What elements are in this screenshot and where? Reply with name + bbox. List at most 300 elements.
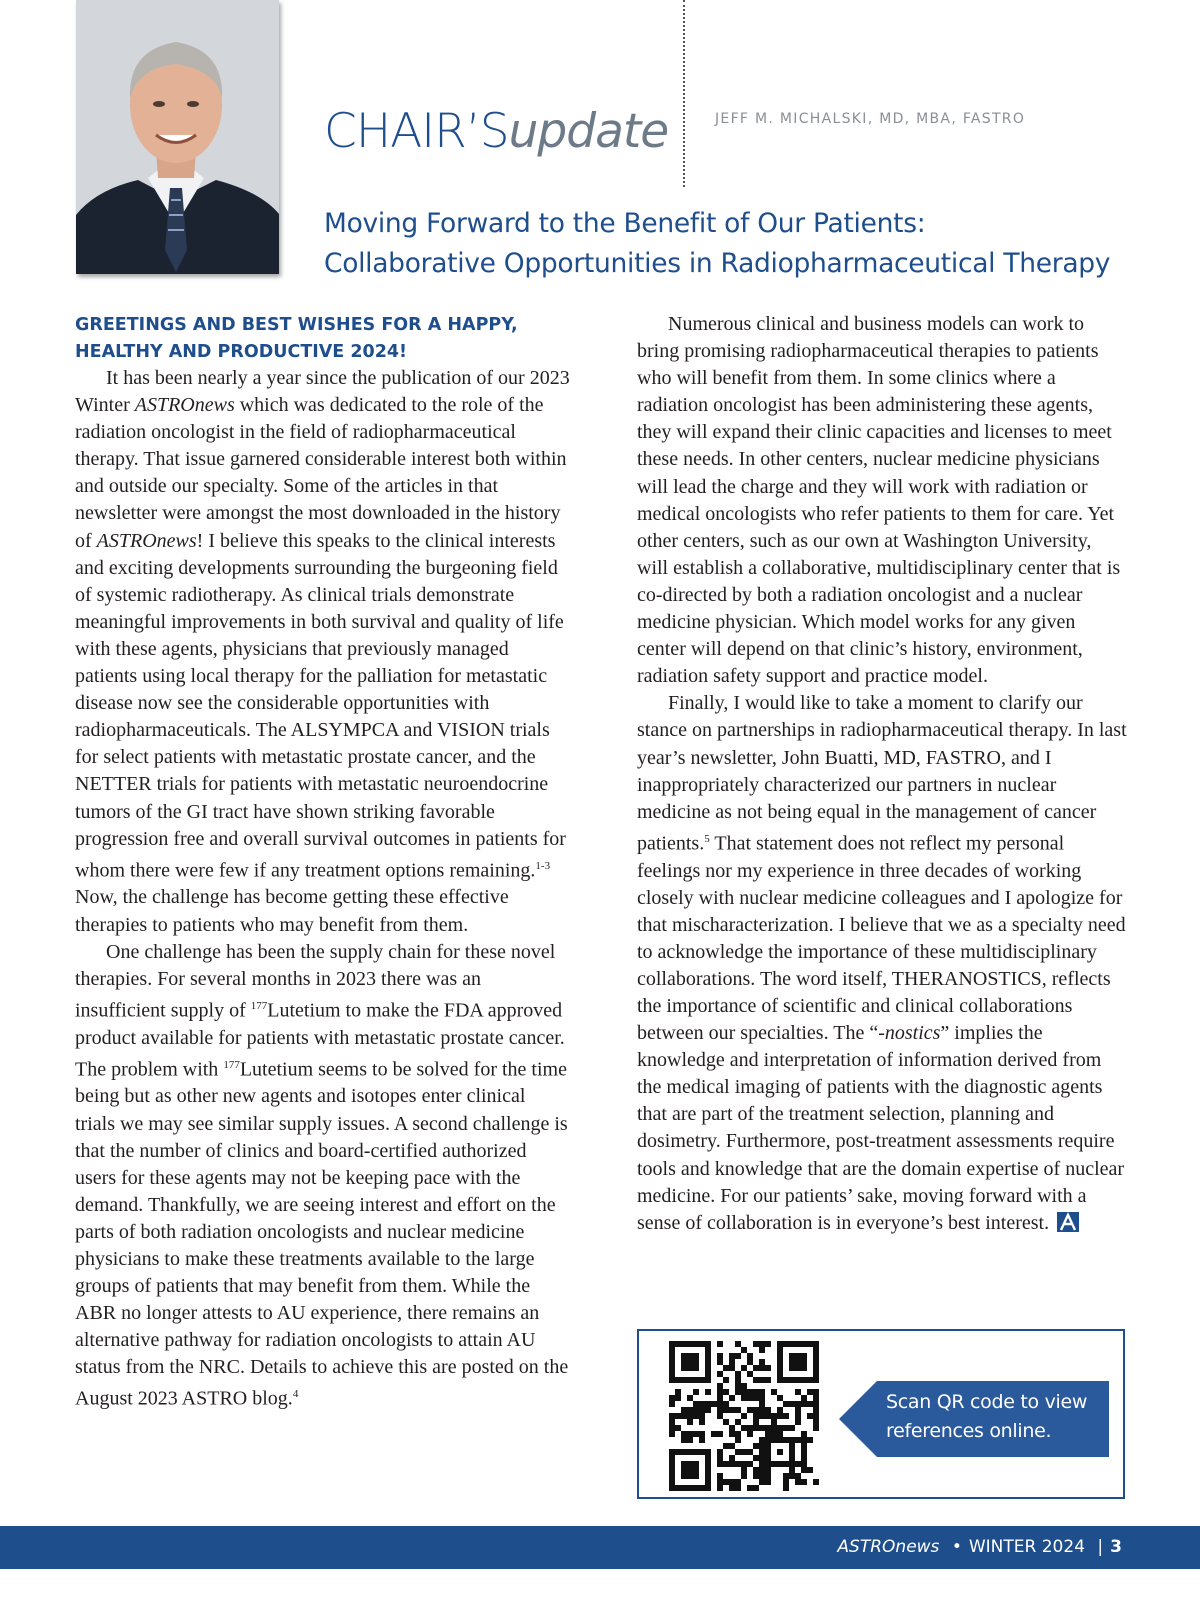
qr-module: [759, 1479, 765, 1485]
qr-module: [801, 1401, 807, 1407]
qr-module: [741, 1413, 747, 1419]
qr-module: [693, 1473, 699, 1479]
qr-module: [669, 1413, 675, 1419]
p1-text-c: ! I believe this speaks to the clinical interests and exciting developments surrounding the burgeoning field of systemic radiotherapy. As clinical trials demonstrate meaningful improvements in both survival and quality of life with these agents, physicians that previously managed patients using local therapy for the palliation for metastatic disease now see the considerable opportunities with radiopharmaceuticals. The ALSYMPCA and VISION trials for select patients with metastatic prostate cancer, and the NETTER trials for patients with metastatic neuroendocrine tumors of the GI tract have shown striking favorable progression free and overall survival outcomes in patients for whom there were few if any treatment options remaining.: [75, 529, 566, 882]
qr-module: [705, 1353, 711, 1359]
qr-module: [813, 1479, 819, 1485]
qr-module: [693, 1431, 699, 1437]
qr-module: [735, 1485, 741, 1491]
qr-module: [741, 1461, 747, 1467]
qr-module: [765, 1425, 771, 1431]
qr-module: [789, 1377, 795, 1383]
qr-module: [753, 1407, 759, 1413]
qr-module: [777, 1377, 783, 1383]
qr-module: [705, 1407, 711, 1413]
qr-module: [753, 1365, 759, 1371]
qr-module: [741, 1449, 747, 1455]
qr-module: [807, 1389, 813, 1395]
qr-module: [807, 1413, 813, 1419]
qr-module: [801, 1479, 807, 1485]
qr-module: [741, 1467, 747, 1473]
qr-module: [795, 1365, 801, 1371]
qr-module: [669, 1455, 675, 1461]
qr-module: [777, 1395, 783, 1401]
qr-module: [675, 1395, 681, 1401]
p2-isotope-2: 177: [223, 1058, 240, 1071]
qr-reference-box: [637, 1329, 1125, 1499]
qr-module: [771, 1419, 777, 1425]
qr-module: [813, 1359, 819, 1365]
qr-module: [771, 1389, 777, 1395]
qr-module: [759, 1449, 765, 1455]
qr-module: [705, 1341, 711, 1347]
qr-module: [717, 1473, 723, 1479]
qr-module: [735, 1383, 741, 1389]
qr-module: [807, 1437, 813, 1443]
qr-module: [747, 1353, 753, 1359]
qr-module: [813, 1347, 819, 1353]
qr-module: [717, 1353, 723, 1359]
qr-module: [681, 1485, 687, 1491]
qr-module: [753, 1485, 759, 1491]
qr-module: [789, 1359, 795, 1365]
qr-module: [717, 1383, 723, 1389]
qr-module: [675, 1449, 681, 1455]
qr-module: [705, 1479, 711, 1485]
qr-module: [747, 1485, 753, 1491]
qr-module: [729, 1455, 735, 1461]
footer-publication: ASTROnews: [837, 1537, 940, 1557]
qr-module: [759, 1461, 765, 1467]
qr-module: [759, 1425, 765, 1431]
qr-module: [705, 1347, 711, 1353]
author-photo: [76, 0, 279, 274]
qr-module: [735, 1419, 741, 1425]
qr-module: [723, 1389, 729, 1395]
qr-module: [693, 1461, 699, 1467]
qr-module: [759, 1473, 765, 1479]
qr-module: [681, 1413, 687, 1419]
qr-module: [723, 1407, 729, 1413]
qr-module: [753, 1377, 759, 1383]
qr-module: [735, 1407, 741, 1413]
qr-module: [759, 1443, 765, 1449]
qr-module: [681, 1473, 687, 1479]
qr-module: [789, 1449, 795, 1455]
qr-module: [789, 1353, 795, 1359]
qr-module: [783, 1473, 789, 1479]
qr-module: [777, 1371, 783, 1377]
qr-module: [735, 1449, 741, 1455]
p4-text-a: Finally, I would like to take a moment to clarify our stance on partnerships in radiopharmaceutical therapy. In last year’s newsletter, John Buatti, MD, FASTRO, and I inappropriately characterized our partners in nuclear medicine as not being equal in the management of cancer patients.: [637, 692, 1127, 855]
qr-module: [777, 1437, 783, 1443]
qr-module: [687, 1407, 693, 1413]
qr-module: [783, 1413, 789, 1419]
qr-module: [735, 1371, 741, 1377]
qr-module: [795, 1413, 801, 1419]
qr-module: [789, 1443, 795, 1449]
qr-module: [813, 1341, 819, 1347]
qr-module: [765, 1413, 771, 1419]
qr-module: [789, 1341, 795, 1347]
qr-module: [717, 1485, 723, 1491]
qr-module: [789, 1365, 795, 1371]
qr-module: [669, 1425, 675, 1431]
qr-module: [765, 1377, 771, 1383]
qr-module: [777, 1347, 783, 1353]
qr-module: [759, 1395, 765, 1401]
qr-module: [789, 1425, 795, 1431]
qr-module: [687, 1431, 693, 1437]
greeting-heading: GREETINGS AND BEST WISHES FOR A HAPPY, HEALTHY AND PRODUCTIVE 2024!: [75, 315, 518, 362]
qr-module: [801, 1461, 807, 1467]
qr-module: [741, 1347, 747, 1353]
qr-module: [705, 1461, 711, 1467]
qr-module: [789, 1461, 795, 1467]
qr-module: [717, 1449, 723, 1455]
qr-module: [717, 1359, 723, 1365]
qr-module: [759, 1365, 765, 1371]
qr-module: [741, 1425, 747, 1431]
qr-module: [801, 1365, 807, 1371]
qr-module: [669, 1485, 675, 1491]
qr-module: [687, 1413, 693, 1419]
qr-module: [789, 1455, 795, 1461]
qr-module: [747, 1431, 753, 1437]
qr-module: [765, 1455, 771, 1461]
qr-module: [729, 1353, 735, 1359]
qr-module: [813, 1419, 819, 1425]
footer-text: [837, 1537, 1122, 1557]
p2-text-a: One challenge has been the supply chain for these novel therapies. For several months in 2023 there was an insufficient supply of: [75, 940, 556, 1022]
qr-module: [717, 1401, 723, 1407]
qr-module: [789, 1467, 795, 1473]
qr-module: [777, 1461, 783, 1467]
qr-module: [687, 1353, 693, 1359]
qr-module: [723, 1377, 729, 1383]
qr-module: [693, 1407, 699, 1413]
qr-module: [759, 1401, 765, 1407]
qr-module: [813, 1425, 819, 1431]
qr-module: [669, 1449, 675, 1455]
qr-module: [783, 1341, 789, 1347]
qr-module: [699, 1437, 705, 1443]
qr-module: [801, 1467, 807, 1473]
qr-module: [801, 1449, 807, 1455]
p2-isotope-1: 177: [250, 999, 268, 1012]
p2-text-b: Lutetium to make the FDA approved product available for patients with metastatic prostate cancer. The problem with: [75, 999, 565, 1081]
qr-module: [795, 1461, 801, 1467]
qr-module: [687, 1485, 693, 1491]
p2-text-c: Lutetium seems to be solved for the time being but as other new agents and isotopes enter clinical trials we may see similar supply issues. A second challenge is that the number of clinics and board-certified authorized users for these agents may not be keeping pace with the demand. Thankfully, we are seeing interest and effort on the parts of both radiation oncologists and nuclear medicine physicians to make these treatments available to the large groups of patients that may benefit from them. While the ABR no longer attests to AU experience, there remains an alternative pathway for radiation oncologists to attain AU status from the NRC. Details to achieve this are posted on the August 2023 ASTRO blog.: [75, 1058, 569, 1411]
qr-module: [687, 1449, 693, 1455]
qr-module: [675, 1377, 681, 1383]
qr-module: [699, 1413, 705, 1419]
qr-module: [687, 1467, 693, 1473]
qr-module: [705, 1467, 711, 1473]
qr-module: [759, 1389, 765, 1395]
qr-module: [729, 1479, 735, 1485]
qr-module: [705, 1359, 711, 1365]
qr-module: [669, 1359, 675, 1365]
qr-module: [723, 1401, 729, 1407]
qr-module: [717, 1431, 723, 1437]
qr-module: [693, 1413, 699, 1419]
qr-module: [765, 1365, 771, 1371]
paragraph-4: [637, 690, 1127, 1237]
qr-module: [741, 1383, 747, 1389]
qr-module: [735, 1437, 741, 1443]
qr-module: [693, 1365, 699, 1371]
qr-module: [801, 1443, 807, 1449]
headline-line-1: Moving Forward to the Benefit of Our Patients:: [324, 208, 926, 239]
p4-citation: 5: [704, 832, 710, 845]
qr-module: [735, 1353, 741, 1359]
qr-module: [687, 1419, 693, 1425]
qr-module: [741, 1473, 747, 1479]
qr-module: [675, 1413, 681, 1419]
qr-module: [801, 1359, 807, 1365]
qr-module: [759, 1407, 765, 1413]
qr-module: [669, 1395, 675, 1401]
qr-module: [687, 1359, 693, 1365]
qr-module: [681, 1467, 687, 1473]
qr-module: [813, 1407, 819, 1413]
qr-module: [795, 1419, 801, 1425]
qr-module: [759, 1437, 765, 1443]
qr-module: [807, 1341, 813, 1347]
qr-module: [783, 1479, 789, 1485]
qr-module: [687, 1365, 693, 1371]
qr-module: [705, 1365, 711, 1371]
qr-module: [795, 1377, 801, 1383]
p4-text-b: That statement does not reflect my personal feelings nor my experience in three decades of working closely with nuclear medicine colleagues and I apologize for that mischaracterization. I believe that we as a specialty need to acknowledge the importance of these multidisciplinary collaborations. The word itself, THERANOSTICS, reflects the importance of scientific and clinical collaborations between our specialties. The “: [637, 832, 1126, 1045]
qr-module: [717, 1371, 723, 1377]
qr-module: [669, 1419, 675, 1425]
qr-module: [729, 1443, 735, 1449]
qr-module: [717, 1407, 723, 1413]
qr-module: [783, 1401, 789, 1407]
qr-module: [723, 1479, 729, 1485]
article-column-left: [75, 312, 570, 1413]
qr-module: [753, 1455, 759, 1461]
qr-module: [735, 1461, 741, 1467]
qr-module: [681, 1461, 687, 1467]
footer-divider: |: [1097, 1537, 1104, 1557]
qr-module: [771, 1431, 777, 1437]
qr-module: [705, 1473, 711, 1479]
qr-module: [687, 1341, 693, 1347]
qr-module: [813, 1371, 819, 1377]
qr-module: [765, 1431, 771, 1437]
qr-module: [705, 1455, 711, 1461]
page-number: 3: [1110, 1537, 1122, 1557]
qr-module: [735, 1341, 741, 1347]
qr-module: [681, 1365, 687, 1371]
qr-module: [753, 1389, 759, 1395]
qr-module: [765, 1449, 771, 1455]
qr-module: [771, 1461, 777, 1467]
p2-citation: 4: [292, 1388, 299, 1401]
qr-module: [681, 1359, 687, 1365]
qr-module: [753, 1425, 759, 1431]
p1-publication-2: ASTROnews: [96, 529, 197, 552]
qr-module: [753, 1467, 759, 1473]
qr-module: [789, 1473, 795, 1479]
qr-module: [813, 1377, 819, 1383]
qr-module: [681, 1353, 687, 1359]
headline-line-2: Collaborative Opportunities in Radiopharmaceutical Therapy: [324, 248, 1111, 279]
qr-module: [813, 1353, 819, 1359]
qr-module: [777, 1425, 783, 1431]
qr-module: [795, 1401, 801, 1407]
qr-module: [765, 1407, 771, 1413]
qr-module: [783, 1437, 789, 1443]
qr-module: [687, 1395, 693, 1401]
qr-module: [747, 1449, 753, 1455]
qr-module: [747, 1371, 753, 1377]
qr-module: [777, 1449, 783, 1455]
qr-module: [717, 1455, 723, 1461]
qr-module: [759, 1347, 765, 1353]
qr-module: [747, 1359, 753, 1365]
qr-module: [723, 1419, 729, 1425]
paragraph-3: Numerous clinical and business models can work to bring promising radiopharmaceutical therapies to patients who will benefit from them. In some clinics where a radiation oncologist has been administering these agents, they will expand their clinic capacities and licenses to meet these needs. In other centers, nuclear medicine physicians will lead the charge and they will work with radiation or medical oncologists who refer patients to them for care. Yet other centers, such as our own at Washington University, will establish a collaborative, multidisciplinary center that is co-directed by both a radiation oncologist and a nuclear medicine physician. Which model works for any given center will depend on that clinic’s history, environment, radiation safety support and practice model.: [637, 313, 1121, 688]
qr-module: [801, 1437, 807, 1443]
qr-module: [759, 1341, 765, 1347]
qr-module: [717, 1341, 723, 1347]
p4-text-c: ” implies the knowledge and interpretation of information derived from the medical imaging of patients with the diagnostic agents that are part of the treatment selection, planning and dosimetry. Furthermore, post-treatment assessments require tools and knowledge that are the domain expertise of nuclear medicine. For our patients’ sake, moving forward with a sense of collaboration is in everyone’s best interest.: [637, 1022, 1125, 1234]
qr-module: [801, 1341, 807, 1347]
qr-module: [729, 1365, 735, 1371]
qr-module: [717, 1461, 723, 1467]
qr-module: [669, 1461, 675, 1467]
qr-module: [711, 1401, 717, 1407]
qr-module: [699, 1485, 705, 1491]
paragraph-2: [75, 939, 570, 1414]
section-title: [324, 104, 668, 159]
qr-module: [765, 1437, 771, 1443]
qr-module: [723, 1461, 729, 1467]
p1-citation: 1-3: [535, 859, 551, 872]
qr-module: [717, 1479, 723, 1485]
qr-module: [747, 1461, 753, 1467]
qr-module: [681, 1341, 687, 1347]
qr-module: [735, 1479, 741, 1485]
qr-module: [699, 1419, 705, 1425]
qr-module: [693, 1467, 699, 1473]
qr-module: [795, 1479, 801, 1485]
qr-module: [741, 1365, 747, 1371]
qr-module: [693, 1377, 699, 1383]
qr-module: [759, 1377, 765, 1383]
qr-module: [759, 1359, 765, 1365]
article-headline: [324, 204, 1184, 284]
qr-module: [669, 1353, 675, 1359]
header-divider: [683, 0, 685, 187]
qr-module: [711, 1431, 717, 1437]
qr-module: [699, 1341, 705, 1347]
qr-module: [687, 1377, 693, 1383]
qr-module: [729, 1485, 735, 1491]
qr-module: [753, 1473, 759, 1479]
qr-module: [735, 1389, 741, 1395]
qr-module: [693, 1401, 699, 1407]
qr-module: [747, 1389, 753, 1395]
qr-module: [765, 1467, 771, 1473]
qr-module: [759, 1467, 765, 1473]
qr-module: [675, 1425, 681, 1431]
qr-module: [717, 1389, 723, 1395]
qr-module: [681, 1437, 687, 1443]
qr-module: [765, 1341, 771, 1347]
qr-module: [759, 1413, 765, 1419]
qr-module: [729, 1407, 735, 1413]
qr-module: [789, 1401, 795, 1407]
qr-module: [681, 1377, 687, 1383]
qr-module: [801, 1377, 807, 1383]
qr-module: [729, 1461, 735, 1467]
qr-module: [735, 1431, 741, 1437]
qr-module: [807, 1377, 813, 1383]
qr-module: [729, 1359, 735, 1365]
qr-module: [669, 1473, 675, 1479]
qr-module: [813, 1365, 819, 1371]
qr-module: [753, 1341, 759, 1347]
qr-module: [687, 1461, 693, 1467]
qr-module: [705, 1449, 711, 1455]
qr-module: [753, 1395, 759, 1401]
qr-module: [813, 1401, 819, 1407]
qr-module: [705, 1371, 711, 1377]
qr-module: [669, 1401, 675, 1407]
qr-module: [753, 1419, 759, 1425]
qr-module: [729, 1425, 735, 1431]
qr-module: [687, 1473, 693, 1479]
qr-module: [735, 1377, 741, 1383]
qr-module: [801, 1455, 807, 1461]
qr-module: [741, 1389, 747, 1395]
author-byline: JEFF M. MICHALSKI, MD, MBA, FASTRO: [715, 111, 1026, 127]
qr-module: [699, 1407, 705, 1413]
qr-module: [759, 1455, 765, 1461]
qr-module: [705, 1485, 711, 1491]
page-footer: [0, 1526, 1200, 1569]
qr-module: [747, 1425, 753, 1431]
qr-module: [795, 1359, 801, 1365]
qr-module: [777, 1431, 783, 1437]
article-column-right: [637, 311, 1127, 1237]
qr-module: [705, 1401, 711, 1407]
qr-code[interactable]: [669, 1341, 819, 1491]
p4-nostics: -nostics: [878, 1022, 941, 1045]
qr-module: [807, 1467, 813, 1473]
qr-module: [813, 1395, 819, 1401]
qr-module: [765, 1479, 771, 1485]
qr-module: [771, 1425, 777, 1431]
qr-module: [693, 1341, 699, 1347]
qr-module: [693, 1485, 699, 1491]
qr-module: [717, 1413, 723, 1419]
qr-module: [675, 1341, 681, 1347]
qr-module: [795, 1389, 801, 1395]
qr-module: [765, 1443, 771, 1449]
qr-module: [717, 1395, 723, 1401]
qr-module: [681, 1407, 687, 1413]
qr-module: [693, 1449, 699, 1455]
p1-publication-1: ASTROnews: [134, 394, 235, 417]
qr-callout-text: Scan QR code to view references online.: [886, 1391, 1088, 1442]
